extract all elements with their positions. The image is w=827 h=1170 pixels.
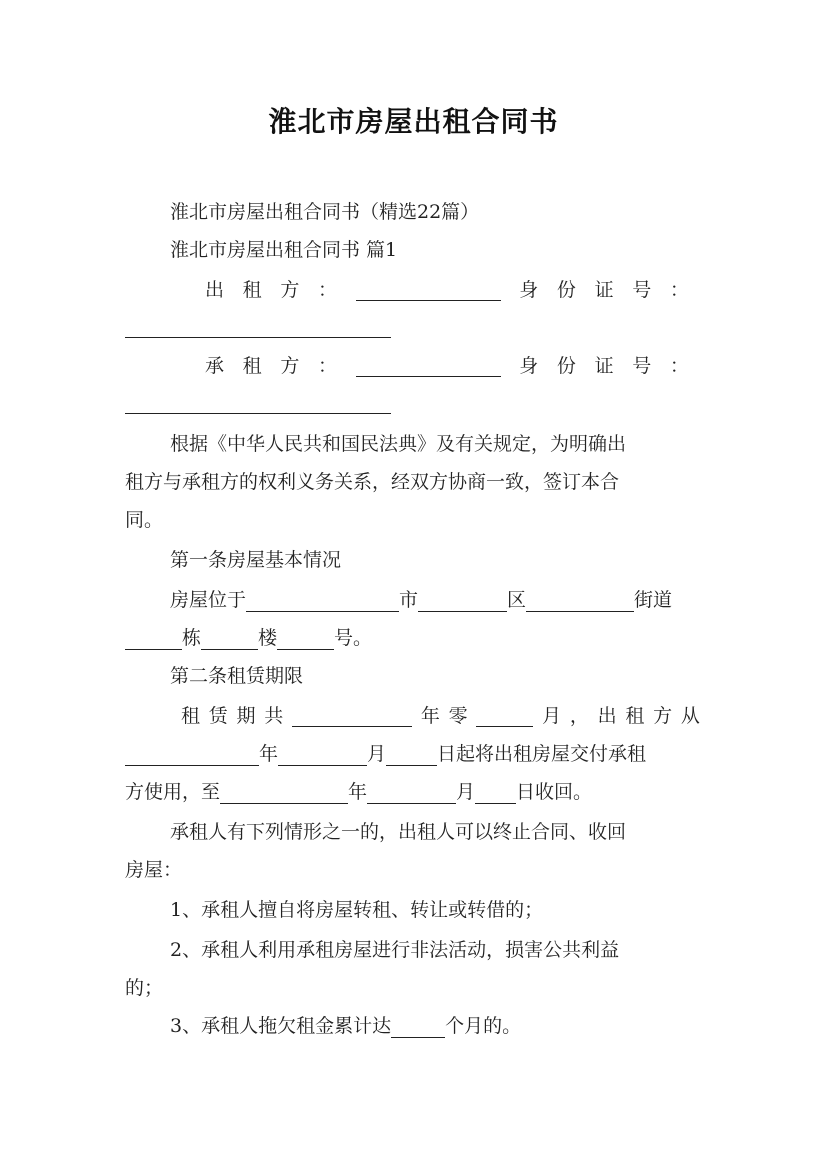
end-suffix: 日收回。 bbox=[516, 781, 593, 803]
end-year-label: 年 bbox=[348, 781, 368, 803]
lessor-char: 出 bbox=[205, 279, 225, 301]
lessee-id-char: 号 bbox=[632, 355, 652, 377]
section-heading: 淮北市房屋出租合同书 篇1 bbox=[170, 239, 398, 261]
city-label: 市 bbox=[399, 589, 419, 611]
start-month-label: 月 bbox=[367, 743, 387, 765]
subtitle: 淮北市房屋出租合同书（精选22篇） bbox=[170, 201, 480, 223]
lessee-char: 方 bbox=[280, 355, 300, 377]
lessee-id-blank[interactable] bbox=[125, 393, 391, 414]
lessee-id-line bbox=[125, 390, 703, 414]
lessor-id-char: 证 bbox=[594, 279, 614, 301]
lessor-line bbox=[205, 278, 689, 302]
lessor-id-char: 身 bbox=[519, 279, 539, 301]
start-rest: 日起将出租房屋交付承租 bbox=[437, 743, 647, 765]
article1-heading: 第一条房屋基本情况 bbox=[170, 549, 342, 571]
article2-heading: 第二条租赁期限 bbox=[170, 665, 304, 687]
term-char: 出 bbox=[597, 705, 617, 727]
lessee-id-char: 证 bbox=[594, 355, 614, 377]
term-char: 月 bbox=[542, 705, 562, 727]
start-day-blank[interactable] bbox=[386, 745, 437, 766]
lessor-id-char: ： bbox=[669, 279, 689, 301]
item3-suffix: 个月的。 bbox=[445, 1015, 522, 1037]
term-years-blank[interactable] bbox=[292, 704, 412, 727]
start-year-blank[interactable] bbox=[125, 745, 259, 766]
lessee-char: 承 bbox=[205, 355, 225, 377]
street-label: 街道 bbox=[634, 589, 673, 611]
end-prefix: 方使用，至 bbox=[125, 781, 221, 803]
term-char: 租 bbox=[625, 705, 645, 727]
start-year-label: 年 bbox=[259, 743, 279, 765]
floor-label: 楼 bbox=[258, 627, 278, 649]
term-char: 零 bbox=[448, 705, 468, 727]
arrears-months-blank[interactable] bbox=[391, 1017, 445, 1038]
termination-item-1: 1、承租人擅自将房屋转租、转让或转借的； bbox=[170, 899, 544, 921]
number-label: 号。 bbox=[334, 627, 373, 649]
city-blank[interactable] bbox=[246, 591, 399, 612]
term-char: 从 bbox=[680, 705, 700, 727]
end-day-blank[interactable] bbox=[475, 783, 516, 804]
start-month-blank[interactable] bbox=[278, 745, 367, 766]
lessor-id-line bbox=[125, 314, 703, 338]
termination-item-3 bbox=[170, 1014, 703, 1038]
term-line-3 bbox=[125, 780, 703, 804]
lessee-id-char: 身 bbox=[519, 355, 539, 377]
term-char: 年 bbox=[420, 705, 440, 727]
end-year-blank[interactable] bbox=[220, 783, 348, 804]
term-char: 租 bbox=[181, 705, 201, 727]
lessor-name-blank[interactable] bbox=[356, 278, 501, 301]
building-label: 栋 bbox=[182, 627, 202, 649]
item3-prefix: 3、承租人拖欠租金累计达 bbox=[170, 1015, 392, 1037]
term-months-blank[interactable] bbox=[476, 704, 533, 727]
lessor-char: 方 bbox=[280, 279, 300, 301]
lessee-id-char: ： bbox=[669, 355, 689, 377]
lessee-name-blank[interactable] bbox=[356, 354, 501, 377]
lessee-char: ： bbox=[317, 355, 337, 377]
term-char: ， bbox=[569, 705, 589, 727]
term-char: 共 bbox=[264, 705, 284, 727]
lessor-char: 租 bbox=[242, 279, 262, 301]
number-blank[interactable] bbox=[277, 629, 334, 650]
lessee-id-char: 份 bbox=[556, 355, 576, 377]
location-line-2 bbox=[125, 626, 703, 650]
location-line-1 bbox=[170, 588, 703, 612]
intro-line-2: 租方与承租方的权利义务关系，经双方协商一致，签订本合 bbox=[125, 471, 620, 493]
intro-line-1: 根据《中华人民共和国民法典》及有关规定，为明确出 bbox=[170, 433, 627, 455]
lessor-id-char: 号 bbox=[632, 279, 652, 301]
term-line-1 bbox=[181, 704, 700, 728]
termination-line-1: 承租人有下列情形之一的，出租人可以终止合同、收回 bbox=[170, 821, 627, 843]
lessor-id-blank[interactable] bbox=[125, 317, 391, 338]
term-char: 方 bbox=[653, 705, 673, 727]
floor-blank[interactable] bbox=[201, 629, 258, 650]
lessor-id-char: 份 bbox=[556, 279, 576, 301]
building-blank[interactable] bbox=[125, 629, 182, 650]
end-month-blank[interactable] bbox=[367, 783, 456, 804]
lessor-char: ： bbox=[317, 279, 337, 301]
termination-item-2-cont: 的； bbox=[125, 977, 164, 999]
term-line-2 bbox=[125, 742, 703, 766]
end-month-label: 月 bbox=[456, 781, 476, 803]
term-char: 赁 bbox=[208, 705, 228, 727]
intro-line-3: 同。 bbox=[125, 509, 164, 531]
term-char: 期 bbox=[236, 705, 256, 727]
district-blank[interactable] bbox=[418, 591, 507, 612]
termination-line-2: 房屋： bbox=[125, 859, 183, 881]
termination-item-2: 2、承租人利用承租房屋进行非法活动，损害公共利益 bbox=[170, 939, 620, 961]
location-prefix: 房屋位于 bbox=[170, 589, 247, 611]
street-blank[interactable] bbox=[526, 591, 634, 612]
district-label: 区 bbox=[507, 589, 527, 611]
lessee-line bbox=[205, 354, 689, 378]
lessee-char: 租 bbox=[242, 355, 262, 377]
document-title: 淮北市房屋出租合同书 bbox=[268, 105, 559, 138]
